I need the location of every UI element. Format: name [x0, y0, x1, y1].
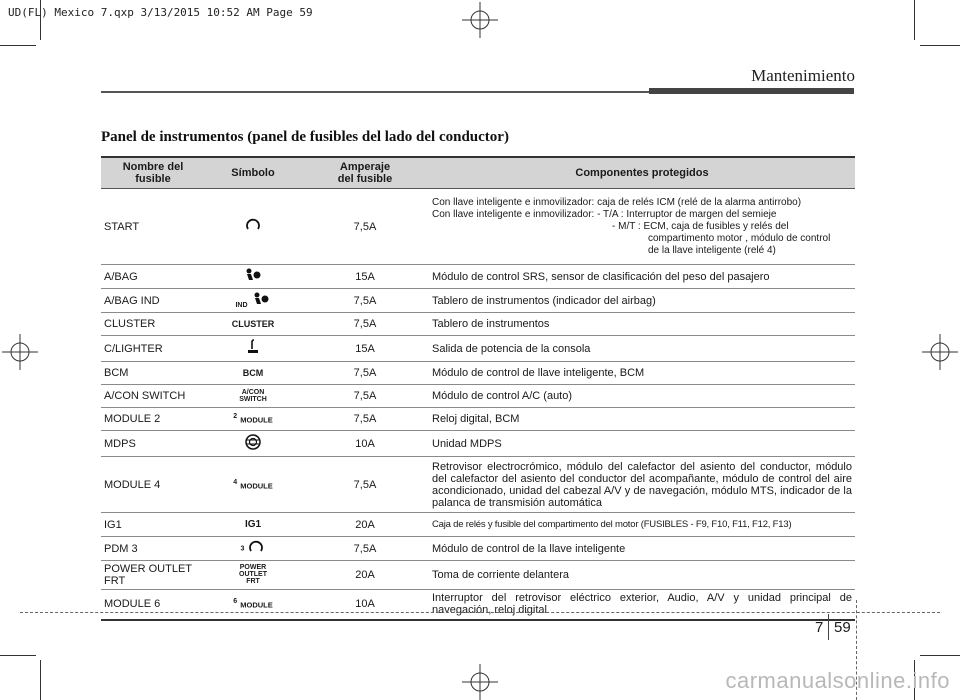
- ignition-key-icon: [244, 217, 262, 233]
- fuse-symbol: [205, 431, 301, 457]
- title-rule-accent: [649, 88, 854, 94]
- column-header-amperage: [301, 157, 429, 189]
- fuse-components: Módulo de control SRS, sensor de clasificación del peso del pasajero: [429, 265, 855, 289]
- fuse-symbol: [205, 408, 301, 431]
- fuse-symbol: [205, 336, 301, 362]
- amperage-header-line1: Amperaje: [339, 161, 391, 173]
- fuse-amperage: 10A: [301, 431, 429, 457]
- symbol-superscript: 4: [233, 478, 238, 486]
- symbol-label: BCM: [242, 368, 264, 378]
- fuse-symbol: [205, 513, 301, 537]
- symbol-label: MODULE: [240, 601, 273, 611]
- fuse-name: A/BAG: [101, 265, 205, 289]
- fuse-amperage: 7,5A: [301, 385, 429, 408]
- fuse-components: Retrovisor electrocrómico, módulo del calefactor del asiento del conductor, módulo del calefactor del asiento del conductor del acompañante, módulo de control del aire acondicionado, unidad del cabezal A/V y de navegación, módulo MTS, indicador de la palanca de transmisión automática: [429, 457, 855, 513]
- symbol-superscript: 2: [233, 413, 238, 421]
- airbag-icon: [243, 267, 263, 283]
- fuse-symbol: [205, 289, 301, 313]
- table-row: [101, 590, 855, 620]
- fuse-amperage: 7,5A: [301, 289, 429, 313]
- fuse-name: MODULE 4: [101, 457, 205, 513]
- panel-heading: Panel de instrumentos (panel de fusibles del lado del conductor): [101, 129, 509, 145]
- table-row: [101, 362, 855, 385]
- table-row: [101, 189, 855, 265]
- fuse-name: BCM: [101, 362, 205, 385]
- printer-header: UD(FL) Mexico 7.qxp 3/13/2015 10:52 AM Page 59: [8, 6, 313, 19]
- fuse-components: Unidad MDPS: [429, 431, 855, 457]
- fuse-name: POWER OUTLET FRT: [101, 561, 205, 590]
- fuse-name: A/BAG IND: [101, 289, 205, 313]
- table-row: [101, 385, 855, 408]
- registration-mark-icon: [462, 664, 498, 700]
- title-rule: [101, 91, 649, 93]
- crop-mark: [40, 660, 41, 700]
- table-row: [101, 408, 855, 431]
- fuse-components: Reloj digital, BCM: [429, 408, 855, 431]
- fuse-symbol: [205, 590, 301, 620]
- fuse-symbol: [205, 457, 301, 513]
- page-number-divider: [828, 614, 829, 640]
- fuse-components: Módulo de control de la llave inteligente: [429, 537, 855, 561]
- fuse-components: Caja de relés y fusible del compartimento del motor (FUSIBLES - F9, F10, F11, F12, F13): [429, 513, 855, 537]
- fuse-amperage: 15A: [301, 336, 429, 362]
- fuse-amperage: 10A: [301, 590, 429, 620]
- symbol-label: CLUSTER: [231, 319, 275, 329]
- fuse-components: Salida de potencia de la consola: [429, 336, 855, 362]
- fuse-table: [101, 156, 855, 621]
- crop-mark: [0, 45, 36, 46]
- fuse-name: START: [101, 189, 205, 265]
- crop-mark: [914, 0, 915, 40]
- symbol-label: [239, 564, 267, 585]
- fuse-components: Toma de corriente delantera: [429, 561, 855, 590]
- fuse-amperage: 15A: [301, 265, 429, 289]
- column-header-components: Componentes protegidos: [429, 157, 855, 189]
- symbol-superscript: 3: [240, 545, 245, 553]
- fuse-name: A/CON SWITCH: [101, 385, 205, 408]
- fuse-name: MODULE 6: [101, 590, 205, 620]
- symbol-superscript: 6: [233, 598, 238, 606]
- fuse-amperage: 7,5A: [301, 457, 429, 513]
- fuse-components: Tablero de instrumentos (indicador del airbag): [429, 289, 855, 313]
- component-line: Con llave inteligente e inmovilizador: caja de relés ICM (relé de la alarma antirrobo): [432, 196, 802, 208]
- fuse-amperage: 7,5A: [301, 189, 429, 265]
- fuse-amperage: 7,5A: [301, 362, 429, 385]
- component-line: de la llave inteligente (relé 4): [648, 244, 776, 256]
- fuse-name: MDPS: [101, 431, 205, 457]
- table-row: [101, 313, 855, 336]
- amperage-header-line2: del fusible: [337, 173, 393, 185]
- table-row: [101, 537, 855, 561]
- table-row: [101, 561, 855, 590]
- fuse-symbol: [205, 313, 301, 336]
- column-header-symbol: Símbolo: [205, 157, 301, 189]
- fuse-amperage: 20A: [301, 561, 429, 590]
- crop-mark: [920, 45, 960, 46]
- fuse-components: Tablero de instrumentos: [429, 313, 855, 336]
- symbol-label-line: POWER: [239, 564, 267, 571]
- fuse-amperage: 7,5A: [301, 537, 429, 561]
- fuse-name: IG1: [101, 513, 205, 537]
- steering-wheel-icon: [244, 433, 262, 451]
- registration-mark-icon: [922, 334, 958, 370]
- fuse-name: C/LIGHTER: [101, 336, 205, 362]
- fuse-symbol: [205, 561, 301, 590]
- symbol-label: IND: [235, 302, 248, 309]
- fuse-name: MODULE 2: [101, 408, 205, 431]
- fuse-symbol: [205, 362, 301, 385]
- fuse-components: Interruptor del retrovisor eléctrico exterior, Audio, A/V y unidad principal de navegación, reloj digital: [429, 590, 855, 620]
- symbol-label-line: SWITCH: [239, 395, 267, 403]
- symbol-label: MODULE: [240, 481, 273, 491]
- symbol-label: MODULE: [240, 415, 273, 425]
- ignition-key-icon: [247, 539, 265, 555]
- guide-line: [20, 612, 940, 613]
- fuse-symbol: [205, 537, 301, 561]
- table-row: [101, 457, 855, 513]
- component-line: - M/T : ECM, caja de fusibles y relés del: [612, 220, 789, 232]
- chapter-number: 7: [815, 619, 824, 636]
- cigarette-lighter-icon: [244, 338, 262, 356]
- section-title: Mantenimiento: [751, 66, 855, 85]
- column-header-name: Nombre del fusible: [101, 157, 205, 189]
- fuse-amperage: 7,5A: [301, 408, 429, 431]
- component-line: compartimento motor , módulo de control: [648, 232, 831, 244]
- table-row: [101, 513, 855, 537]
- symbol-label-line: OUTLET: [239, 571, 267, 578]
- table-header-row: [101, 157, 855, 189]
- fuse-name: PDM 3: [101, 537, 205, 561]
- table-row: [101, 289, 855, 313]
- symbol-label-line: FRT: [246, 578, 260, 585]
- symbol-label: IG1: [244, 519, 262, 530]
- fuse-name: CLUSTER: [101, 313, 205, 336]
- fuse-components: [429, 189, 855, 265]
- symbol-label-line: A/CON: [241, 388, 265, 396]
- fuse-symbol: [205, 265, 301, 289]
- registration-mark-icon: [462, 2, 498, 38]
- crop-mark: [0, 655, 36, 656]
- registration-mark-icon: [2, 334, 38, 370]
- watermark: carmanualsonline.info: [725, 668, 950, 693]
- symbol-label: [239, 389, 267, 403]
- table-row: [101, 431, 855, 457]
- fuse-amperage: 7,5A: [301, 313, 429, 336]
- fuse-amperage: 20A: [301, 513, 429, 537]
- airbag-indicator-icon: [251, 291, 271, 307]
- fuse-symbol: [205, 189, 301, 265]
- fuse-components: Módulo de control de llave inteligente, BCM: [429, 362, 855, 385]
- crop-mark: [920, 655, 960, 656]
- fuse-components: Módulo de control A/C (auto): [429, 385, 855, 408]
- table-row: [101, 265, 855, 289]
- page-number: 59: [834, 619, 851, 636]
- fuse-symbol: [205, 385, 301, 408]
- component-line: Con llave inteligente e inmovilizador: - T/A : Interruptor de margen del semieje: [432, 208, 777, 220]
- table-row: [101, 336, 855, 362]
